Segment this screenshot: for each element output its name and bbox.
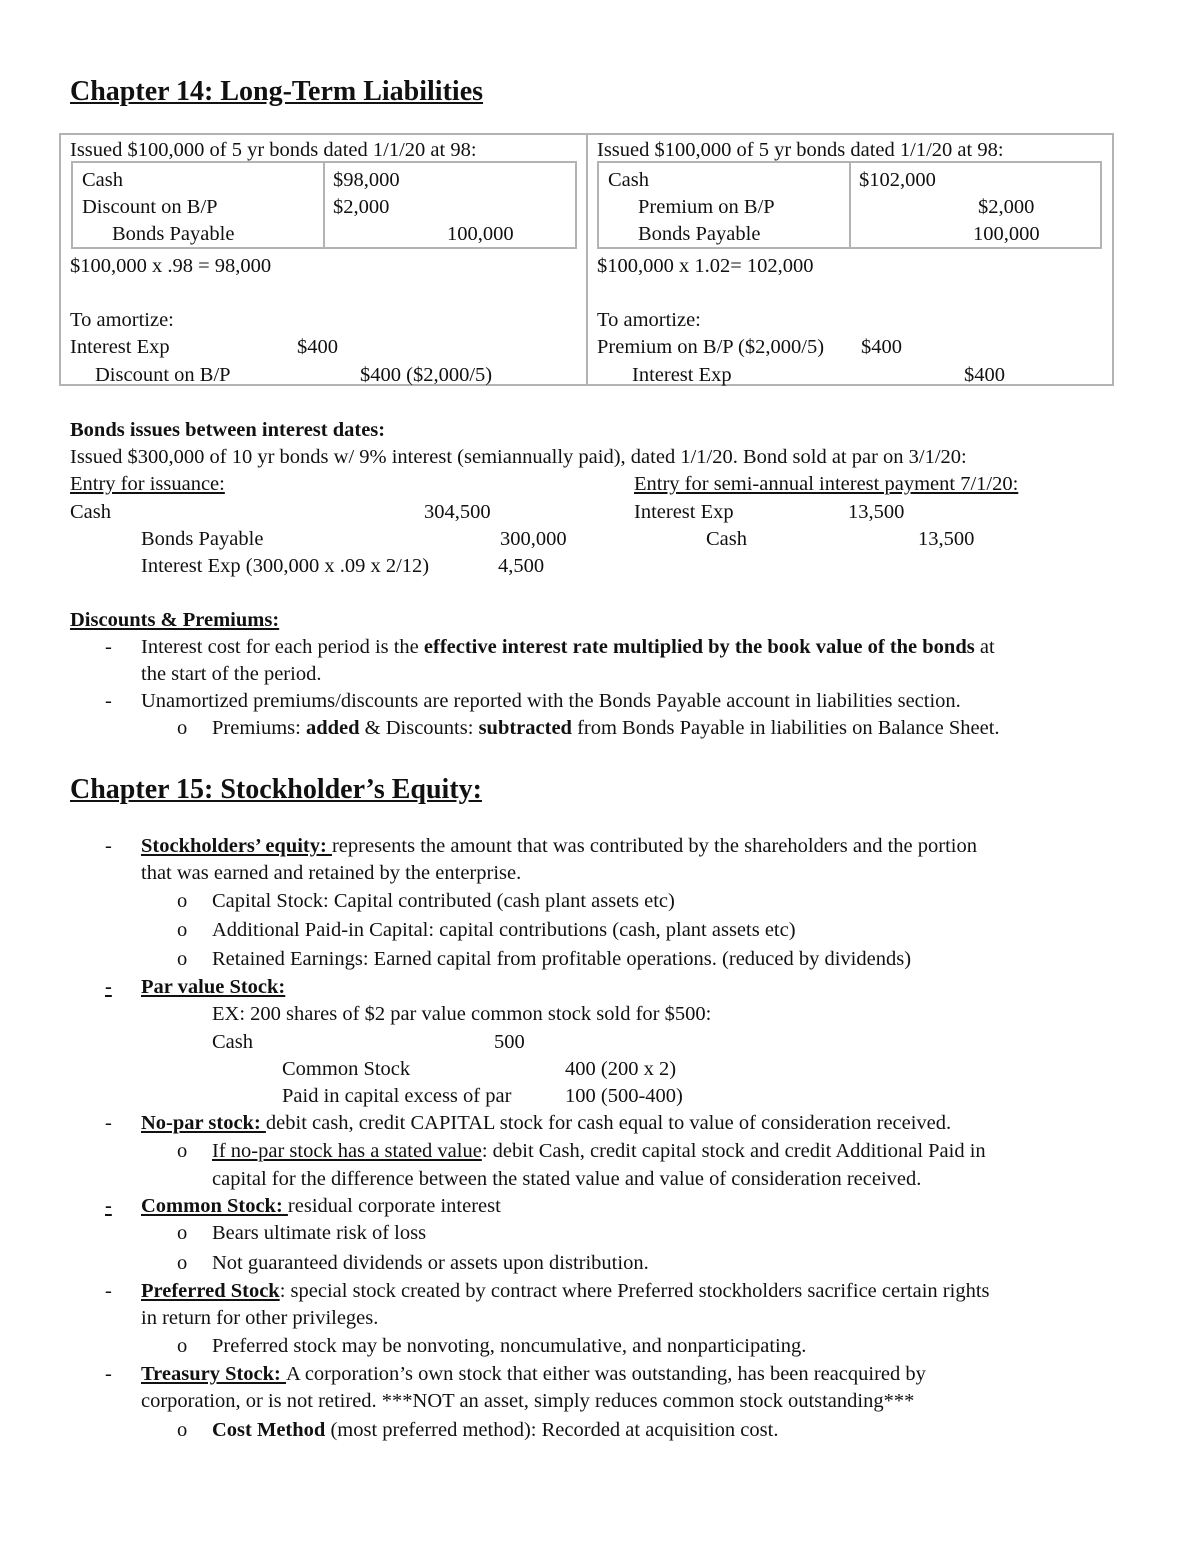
right-r1-account: Cash xyxy=(608,169,649,191)
left-calc: $100,000 x .98 = 98,000 xyxy=(70,255,272,277)
right-e2-amount: $400 xyxy=(964,364,1005,386)
left-e1-account: Interest Exp xyxy=(70,336,170,358)
circle-marker: o xyxy=(177,919,188,941)
dash-marker: - xyxy=(105,636,112,658)
issuance-r3-amount: 4,500 xyxy=(498,555,545,577)
left-journal-divider xyxy=(323,161,325,249)
left-r1-account: Cash xyxy=(82,169,123,191)
par-r1-account: Cash xyxy=(212,1031,253,1053)
right-heading: Issued $100,000 of 5 yr bonds dated 1/1/20 at 98: xyxy=(597,139,1004,161)
circle-marker: o xyxy=(177,1140,188,1162)
par-value-heading: Par value Stock: xyxy=(141,976,286,998)
circle-marker: o xyxy=(177,717,188,739)
between-dates-desc: Issued $300,000 of 10 yr bonds w/ 9% interest (semiannually paid), dated 1/1/20. Bond sold at par on 3/1/20: xyxy=(70,446,967,468)
se-retained-earnings: Retained Earnings: Earned capital from profitable operations. (reduced by dividends) xyxy=(212,948,912,970)
dash-marker: - xyxy=(105,690,112,712)
stockholders-equity-def: Stockholders’ equity: represents the amount that was contributed by the shareholders and the portion xyxy=(141,835,977,857)
right-e2-account: Interest Exp xyxy=(632,364,732,386)
dash-marker: - xyxy=(105,835,112,857)
se-additional-paid-in: Additional Paid-in Capital: capital contributions (cash, plant assets etc) xyxy=(212,919,796,941)
left-r2-account: Discount on B/P xyxy=(82,196,218,218)
circle-marker: o xyxy=(177,1222,188,1244)
right-journal-divider xyxy=(849,161,851,249)
right-e1-amount: $400 xyxy=(861,336,902,358)
treasury-stock-def-cont: corporation, or is not retired. ***NOT an asset, simply reduces common stock outstanding*** xyxy=(141,1390,915,1412)
preferred-stock-def-cont: in return for other privileges. xyxy=(141,1307,379,1329)
circle-marker: o xyxy=(177,890,188,912)
par-r3-account: Paid in capital excess of par xyxy=(282,1085,512,1107)
semiannual-entry-label: Entry for semi-annual interest payment 7/1/20: xyxy=(634,473,1019,495)
circle-marker: o xyxy=(177,1335,188,1357)
issuance-r3-account: Interest Exp (300,000 x .09 x 2/12) xyxy=(141,555,430,577)
common-stock-def: Common Stock: residual corporate interest xyxy=(141,1195,501,1217)
par-r2-account: Common Stock xyxy=(282,1058,411,1080)
par-r1-amount: 500 xyxy=(494,1031,525,1053)
issuance-r2-account: Bonds Payable xyxy=(141,528,264,550)
issuance-r2-amount: 300,000 xyxy=(500,528,567,550)
between-dates-heading: Bonds issues between interest dates: xyxy=(70,419,386,441)
common-stock-dividends: Not guaranteed dividends or assets upon distribution. xyxy=(212,1252,649,1274)
left-heading: Issued $100,000 of 5 yr bonds dated 1/1/20 at 98: xyxy=(70,139,477,161)
circle-marker: o xyxy=(177,948,188,970)
preferred-stock-def: Preferred Stock: special stock created by contract where Preferred stockholders sacrifice certain rights xyxy=(141,1280,990,1302)
issuance-r1-amount: 304,500 xyxy=(424,501,491,523)
no-par-stated-value-cont: capital for the difference between the stated value and value of consideration received. xyxy=(212,1168,922,1190)
semiannual-r2-amount: 13,500 xyxy=(918,528,975,550)
semiannual-r1-amount: 13,500 xyxy=(848,501,905,523)
dp-bullet-2: Unamortized premiums/discounts are reported with the Bonds Payable account in liabilities section. xyxy=(141,690,961,712)
left-r3-amount: 100,000 xyxy=(447,223,514,245)
circle-marker: o xyxy=(177,1252,188,1274)
right-amortize-label: To amortize: xyxy=(597,309,701,331)
chapter-15-title: Chapter 15: Stockholder’s Equity: xyxy=(70,774,482,805)
chapter-14-title: Chapter 14: Long-Term Liabilities xyxy=(70,76,484,107)
no-par-stock-def: No-par stock: debit cash, credit CAPITAL stock for cash equal to value of consideration received. xyxy=(141,1112,952,1134)
left-e1-amount: $400 xyxy=(297,336,338,358)
left-amortize-label: To amortize: xyxy=(70,309,174,331)
circle-marker: o xyxy=(177,1419,188,1441)
left-e2-amount: $400 ($2,000/5) xyxy=(360,364,493,386)
dp-sub-bullet: Premiums: added & Discounts: subtracted from Bonds Payable in liabilities on Balance Sheet. xyxy=(212,717,1000,739)
dash-marker: - xyxy=(105,1280,112,1302)
stockholders-equity-def-cont: that was earned and retained by the enterprise. xyxy=(141,862,522,884)
treasury-stock-def: Treasury Stock: A corporation’s own stock that either was outstanding, has been reacquired by xyxy=(141,1363,926,1385)
treasury-cost-method: Cost Method (most preferred method): Recorded at acquisition cost. xyxy=(212,1419,779,1441)
issuance-r1-account: Cash xyxy=(70,501,111,523)
par-r3-amount: 100 (500-400) xyxy=(565,1085,683,1107)
dp-bullet-1-cont: the start of the period. xyxy=(141,663,322,685)
right-r3-account: Bonds Payable xyxy=(638,223,761,245)
dash-marker: - xyxy=(105,1112,112,1134)
semiannual-r2-account: Cash xyxy=(706,528,747,550)
discounts-premiums-heading: Discounts & Premiums: xyxy=(70,609,280,631)
left-r3-account: Bonds Payable xyxy=(112,223,235,245)
par-value-example: EX: 200 shares of $2 par value common stock sold for $500: xyxy=(212,1003,712,1025)
right-e1-account: Premium on B/P ($2,000/5) xyxy=(597,336,825,358)
right-r1-amount: $102,000 xyxy=(859,169,936,191)
right-r2-amount: $2,000 xyxy=(978,196,1035,218)
common-stock-risk: Bears ultimate risk of loss xyxy=(212,1222,427,1244)
se-capital-stock: Capital Stock: Capital contributed (cash plant assets etc) xyxy=(212,890,675,912)
dash-marker: - xyxy=(105,1363,112,1385)
left-e2-account: Discount on B/P xyxy=(95,364,231,386)
dash-marker: - xyxy=(105,1195,112,1217)
preferred-stock-note: Preferred stock may be nonvoting, noncumulative, and nonparticipating. xyxy=(212,1335,807,1357)
dash-marker: - xyxy=(105,976,112,998)
semiannual-r1-account: Interest Exp xyxy=(634,501,734,523)
no-par-stated-value: If no-par stock has a stated value: debit Cash, credit capital stock and credit Additional Paid in xyxy=(212,1140,986,1162)
dp-bullet-1: Interest cost for each period is the effective interest rate multiplied by the book value of the bonds at xyxy=(141,636,995,658)
right-r3-amount: 100,000 xyxy=(973,223,1040,245)
table-divider xyxy=(586,133,588,386)
left-r1-amount: $98,000 xyxy=(333,169,400,191)
right-calc: $100,000 x 1.02= 102,000 xyxy=(597,255,814,277)
par-r2-amount: 400 (200 x 2) xyxy=(565,1058,677,1080)
right-r2-account: Premium on B/P xyxy=(638,196,775,218)
issuance-entry-label: Entry for issuance: xyxy=(70,473,225,495)
left-r2-amount: $2,000 xyxy=(333,196,390,218)
